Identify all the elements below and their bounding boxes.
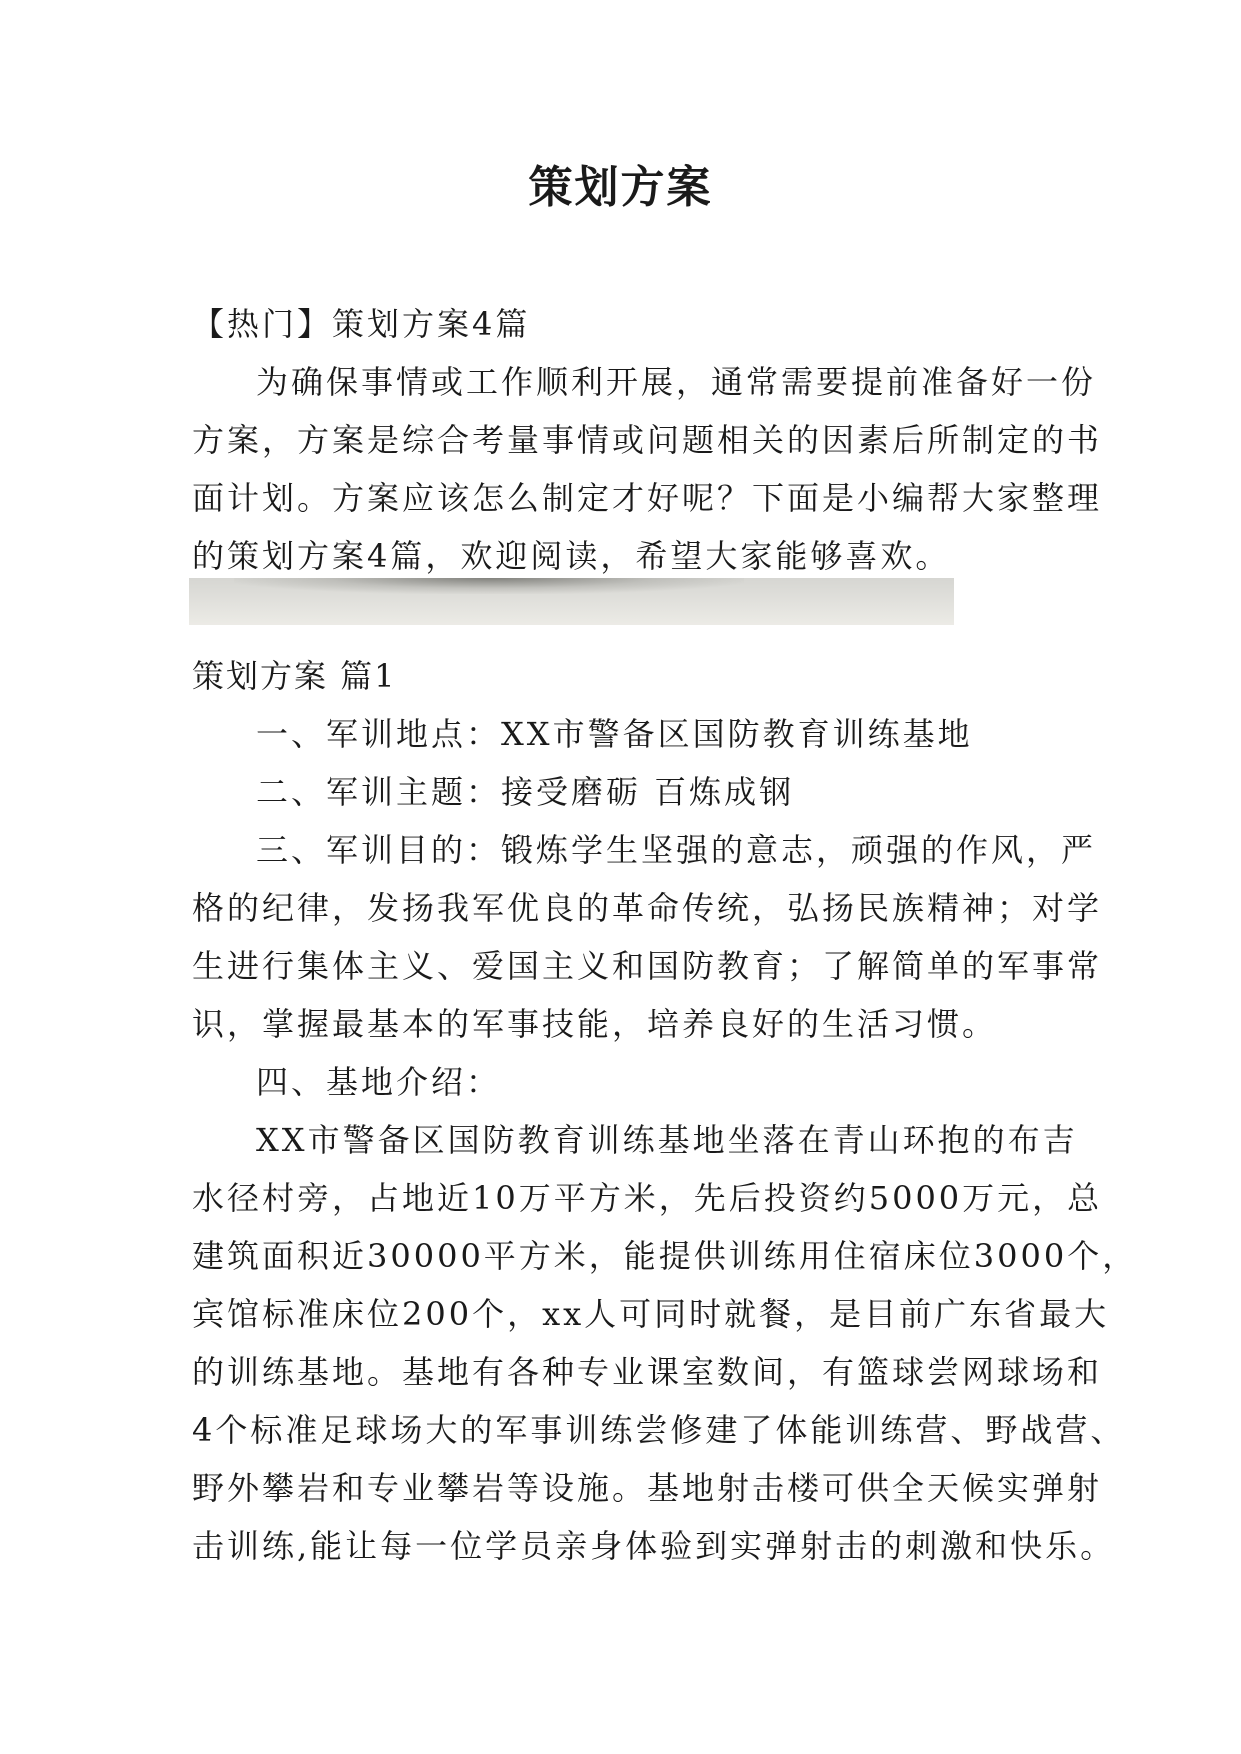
intro-paragraph-line: 方案，方案是综合考量事情或问题相关的因素后所制定的书 [192,421,1103,459]
section-paragraph-line: 四、基地介绍： [256,1063,502,1101]
intro-block [192,295,1103,585]
intro-paragraph-line: 的策划方案4篇，欢迎阅读，希望大家能够喜欢。 [192,537,951,575]
section-paragraph-line: 宾馆标准床位200个，xx人可同时就餐，是目前广东省最大 [192,1295,1110,1333]
section-paragraph-line: 格的纪律，发扬我军优良的革命传统，弘扬民族精神；对学 [192,889,1103,927]
page-title: 策划方案 [528,162,713,213]
section-paragraph-line: 击训练,能让每一位学员亲身体验到实弹射击的刺激和快乐。 [192,1527,1116,1565]
section-paragraph-line: 水径村旁，占地近10万平方米，先后投资约5000万元，总 [192,1179,1103,1217]
section-paragraph-line: 的训练基地。基地有各种专业课室数间，有篮球尝网球场和 [192,1353,1103,1391]
image-shadow [234,578,744,594]
intro-paragraph-line: 面计划。方案应该怎么制定才好呢？下面是小编帮大家整理 [192,479,1103,517]
decorative-image-strip [189,578,954,625]
section-paragraph-line: 三、军训目的：锻炼学生坚强的意志，顽强的作风，严 [256,831,1097,869]
intro-paragraph-line: 为确保事情或工作顺利开展，通常需要提前准备好一份 [256,363,1097,401]
section-paragraph-line: 4个标准足球场大的军事训练尝修建了体能训练营、野战营、 [192,1411,1126,1449]
section-paragraph-line: 建筑面积近30000平方米，能提供训练用住宿床位3000个， [192,1237,1138,1275]
section-paragraph-line: 识，掌握最基本的军事技能，培养良好的生活习惯。 [192,1005,998,1043]
section-paragraph-line: 生进行集体主义、爱国主义和国防教育；了解简单的军事常 [192,947,1103,985]
section-paragraph-line: 二、军训主题：接受磨砺 百炼成钢 [256,773,795,811]
intro-heading: 【热门】策划方案4篇 [192,305,531,343]
section-heading: 策划方案 篇1 [192,657,397,695]
section-paragraph-line: XX市警备区国防教育训练基地坐落在青山环抱的布吉 [256,1121,1078,1159]
section-paragraph-line: 野外攀岩和专业攀岩等设施。基地射击楼可供全天候实弹射 [192,1469,1103,1507]
section-1 [192,647,1138,1575]
section-paragraph-line: 一、军训地点：XX市警备区国防教育训练基地 [256,715,973,753]
